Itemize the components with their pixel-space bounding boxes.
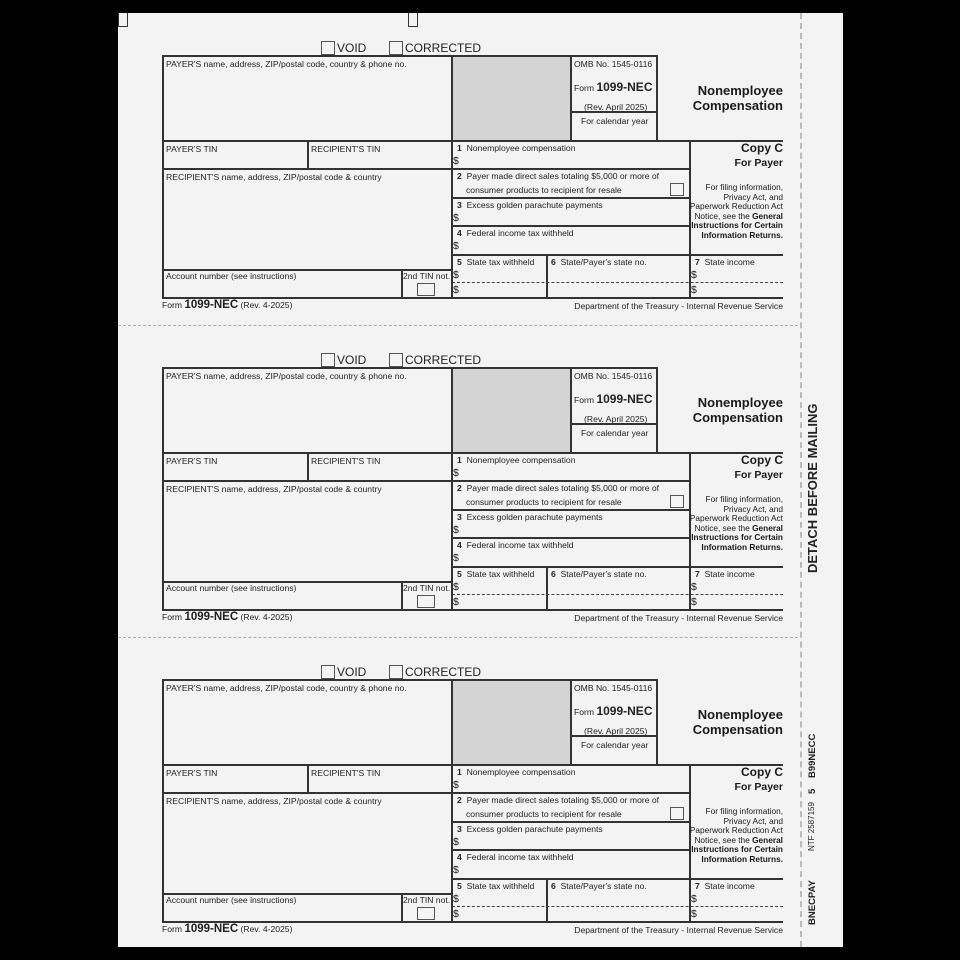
box5-amount-field-2[interactable]: [462, 908, 544, 920]
payer-name-field[interactable]: [164, 68, 450, 138]
box4-amount-field[interactable]: [462, 863, 688, 876]
box3-label: 3 Excess golden parachute payments: [457, 512, 603, 522]
recipient-tin-label: RECIPIENT'S TIN: [311, 144, 381, 154]
calendar-year-label: For calendar year: [581, 116, 649, 126]
account-number-label: Account number (see instructions): [166, 895, 297, 905]
box7-dollar-line2: $: [691, 908, 697, 920]
box5-amount-field-2[interactable]: [462, 284, 544, 296]
copy-label: Copy C: [741, 765, 783, 779]
footer-agency: Department of the Treasury - Internal Revenue Service: [574, 925, 783, 935]
footer-form-id: Form 1099-NEC (Rev. 4-2025): [162, 611, 293, 623]
box7-amount-field-1[interactable]: [700, 893, 782, 905]
calendar-year-label: For calendar year: [581, 740, 649, 750]
account-number-field[interactable]: [164, 281, 400, 296]
form-number-header: Form 1099-NEC: [574, 80, 653, 94]
revision-date: (Rev. April 2025): [584, 102, 648, 112]
recipient-tin-field[interactable]: [309, 153, 450, 167]
payer-tin-field[interactable]: [164, 777, 306, 791]
ntf-number: NTF 2587159: [807, 802, 816, 851]
box4-amount-field[interactable]: [462, 551, 688, 564]
box6-state-no-field-2[interactable]: [549, 908, 687, 920]
second-tin-checkbox[interactable]: [417, 907, 435, 920]
payer-tin-label: PAYER'S TIN: [166, 768, 218, 778]
box5-dollar-line2: $: [453, 596, 459, 608]
payer-tin-field[interactable]: [164, 465, 306, 479]
box7-amount-field-1[interactable]: [700, 581, 782, 593]
omb-number: OMB No. 1545-0116: [574, 371, 653, 381]
account-number-field[interactable]: [164, 905, 400, 920]
box5-label: 5 State tax withheld: [457, 881, 535, 891]
box1-amount-field[interactable]: [462, 154, 688, 167]
form-number-header: Form 1099-NEC: [574, 392, 653, 406]
payer-tin-field[interactable]: [164, 153, 306, 167]
payer-tin-label: PAYER'S TIN: [166, 144, 218, 154]
detach-notice: DETACH BEFORE MAILING: [805, 403, 820, 573]
corrected-label: CORRECTED: [405, 665, 482, 679]
product-code: BNECPAY: [807, 880, 818, 925]
shaded-area: [452, 680, 570, 764]
box4-dollar: $: [453, 240, 459, 252]
box5-dollar-line1: $: [453, 269, 459, 281]
shaded-area: [452, 368, 570, 452]
footer-form-id: Form 1099-NEC (Rev. 4-2025): [162, 299, 293, 311]
recipient-name-field[interactable]: [164, 805, 450, 891]
box3-amount-field[interactable]: [462, 835, 688, 848]
box2-label: 2 Payer made direct sales totaling $5,000 or more of: [457, 483, 660, 493]
revision-date: (Rev. April 2025): [584, 414, 648, 424]
corrected-label: CORRECTED: [405, 41, 482, 55]
payer-name-label: PAYER'S name, address, ZIP/postal code, country & phone no.: [166, 371, 407, 381]
box2-checkbox[interactable]: [670, 807, 684, 820]
box4-dollar: $: [453, 552, 459, 564]
box5-amount-field-1[interactable]: [462, 581, 544, 593]
box3-dollar: $: [453, 524, 459, 536]
instructions-notice: For filing information, Privacy Act, and Paperwork Reduction Act Notice, see the General Instructions for Certain Information Returns.: [689, 182, 783, 240]
box7-label: 7 State income: [695, 881, 755, 891]
recipient-tin-field[interactable]: [309, 777, 450, 791]
recipient-name-field[interactable]: [164, 493, 450, 579]
box7-dollar-line2: $: [691, 596, 697, 608]
box6-state-no-field-2[interactable]: [549, 596, 687, 608]
box6-label: 6 State/Payer's state no.: [551, 881, 647, 891]
void-checkbox[interactable]: [321, 665, 335, 679]
payer-tin-label: PAYER'S TIN: [166, 456, 218, 466]
form-number-header: Form 1099-NEC: [574, 704, 653, 718]
box5-dollar-line1: $: [453, 893, 459, 905]
form-code: B99NECC: [807, 733, 818, 778]
account-number-field[interactable]: [164, 593, 400, 608]
recipient-name-label: RECIPIENT'S name, address, ZIP/postal code & country: [166, 796, 382, 806]
box1-dollar: $: [453, 155, 459, 167]
box4-label: 4 Federal income tax withheld: [457, 228, 574, 238]
copy-label: Copy C: [741, 141, 783, 155]
box2-checkbox[interactable]: [670, 183, 684, 196]
box5-amount-field-1[interactable]: [462, 269, 544, 281]
recipient-name-label: RECIPIENT'S name, address, ZIP/postal code & country: [166, 172, 382, 182]
corrected-label: CORRECTED: [405, 353, 482, 367]
box2-label: 2 Payer made direct sales totaling $5,000 or more of: [457, 795, 660, 805]
void-label: VOID: [337, 353, 367, 367]
box3-amount-field[interactable]: [462, 523, 688, 536]
calendar-year-field[interactable]: [572, 126, 654, 139]
box7-amount-field-2[interactable]: [700, 908, 782, 920]
form-sheet: [118, 13, 843, 947]
box5-amount-field-2[interactable]: [462, 596, 544, 608]
footer-form-id: Form 1099-NEC (Rev. 4-2025): [162, 923, 293, 935]
footer-agency: Department of the Treasury - Internal Revenue Service: [574, 301, 783, 311]
box2-label-line2: consumer products to recipient for resale: [466, 809, 622, 819]
second-tin-label: 2nd TIN not.: [403, 271, 451, 281]
box2-checkbox[interactable]: [670, 495, 684, 508]
box7-amount-field-2[interactable]: [700, 284, 782, 296]
box1-amount-field[interactable]: [462, 466, 688, 479]
void-checkbox[interactable]: [321, 353, 335, 367]
box2-label-line2: consumer products to recipient for resale: [466, 497, 622, 507]
box5-label: 5 State tax withheld: [457, 569, 535, 579]
footer-agency: Department of the Treasury - Internal Revenue Service: [574, 613, 783, 623]
box7-dollar-line1: $: [691, 893, 697, 905]
box7-dollar-line1: $: [691, 269, 697, 281]
form-1099-nec-copy: [118, 13, 843, 325]
recipient-name-field[interactable]: [164, 181, 450, 267]
box6-label: 6 State/Payer's state no.: [551, 569, 647, 579]
box6-state-no-field-2[interactable]: [549, 284, 687, 296]
payer-name-field[interactable]: [164, 692, 450, 762]
instructions-notice: For filing information, Privacy Act, and Paperwork Reduction Act Notice, see the General Instructions for Certain Information Returns.: [689, 494, 783, 552]
box3-amount-field[interactable]: [462, 211, 688, 224]
corrected-checkbox[interactable]: [389, 41, 403, 55]
omb-number: OMB No. 1545-0116: [574, 683, 653, 693]
corrected-checkbox[interactable]: [389, 353, 403, 367]
recipient-tin-label: RECIPIENT'S TIN: [311, 768, 381, 778]
recipient-tin-field[interactable]: [309, 465, 450, 479]
box1-label: 1 Nonemployee compensation: [457, 767, 576, 777]
box3-dollar: $: [453, 836, 459, 848]
recipient-name-label: RECIPIENT'S name, address, ZIP/postal code & country: [166, 484, 382, 494]
box6-state-no-field-1[interactable]: [549, 893, 687, 905]
for-payer-label: For Payer: [734, 157, 783, 169]
box5-dollar-line2: $: [453, 284, 459, 296]
box7-dollar-line1: $: [691, 581, 697, 593]
account-number-label: Account number (see instructions): [166, 583, 297, 593]
box6-label: 6 State/Payer's state no.: [551, 257, 647, 267]
calendar-year-field[interactable]: [572, 750, 654, 763]
copy-label: Copy C: [741, 453, 783, 467]
omb-number: OMB No. 1545-0116: [574, 59, 653, 69]
corrected-checkbox[interactable]: [389, 665, 403, 679]
box7-dollar-line2: $: [691, 284, 697, 296]
form-1099-nec-copy: [118, 637, 843, 949]
box1-dollar: $: [453, 779, 459, 791]
payer-name-label: PAYER'S name, address, ZIP/postal code, country & phone no.: [166, 59, 407, 69]
box6-state-no-field-1[interactable]: [549, 581, 687, 593]
box7-amount-field-2[interactable]: [700, 596, 782, 608]
void-label: VOID: [337, 41, 367, 55]
box4-label: 4 Federal income tax withheld: [457, 540, 574, 550]
calendar-year-field[interactable]: [572, 438, 654, 451]
box2-label-line2: consumer products to recipient for resale: [466, 185, 622, 195]
payer-name-field[interactable]: [164, 380, 450, 450]
box3-label: 3 Excess golden parachute payments: [457, 824, 603, 834]
for-payer-label: For Payer: [734, 469, 783, 481]
for-payer-label: For Payer: [734, 781, 783, 793]
box2-label: 2 Payer made direct sales totaling $5,000 or more of: [457, 171, 660, 181]
form-title: Nonemployee Compensation: [692, 83, 783, 113]
void-checkbox[interactable]: [321, 41, 335, 55]
form-title: Nonemployee Compensation: [692, 395, 783, 425]
calendar-year-label: For calendar year: [581, 428, 649, 438]
box1-label: 1 Nonemployee compensation: [457, 143, 576, 153]
form-title: Nonemployee Compensation: [692, 707, 783, 737]
box5-label: 5 State tax withheld: [457, 257, 535, 267]
box7-label: 7 State income: [695, 257, 755, 267]
box4-dollar: $: [453, 864, 459, 876]
payer-name-label: PAYER'S name, address, ZIP/postal code, country & phone no.: [166, 683, 407, 693]
recipient-tin-label: RECIPIENT'S TIN: [311, 456, 381, 466]
box1-dollar: $: [453, 467, 459, 479]
second-tin-checkbox[interactable]: [417, 595, 435, 608]
box4-label: 4 Federal income tax withheld: [457, 852, 574, 862]
second-tin-label: 2nd TIN not.: [403, 895, 451, 905]
box7-amount-field-1[interactable]: [700, 269, 782, 281]
box1-amount-field[interactable]: [462, 778, 688, 791]
account-number-label: Account number (see instructions): [166, 271, 297, 281]
box5-amount-field-1[interactable]: [462, 893, 544, 905]
form-code-number: 5: [807, 788, 818, 794]
void-label: VOID: [337, 665, 367, 679]
box4-amount-field[interactable]: [462, 239, 688, 252]
instructions-notice: For filing information, Privacy Act, and Paperwork Reduction Act Notice, see the General Instructions for Certain Information Returns.: [689, 806, 783, 864]
box5-dollar-line2: $: [453, 908, 459, 920]
box6-state-no-field-1[interactable]: [549, 269, 687, 281]
shaded-area: [452, 56, 570, 140]
box1-label: 1 Nonemployee compensation: [457, 455, 576, 465]
second-tin-checkbox[interactable]: [417, 283, 435, 296]
form-1099-nec-copy: [118, 325, 843, 637]
box3-label: 3 Excess golden parachute payments: [457, 200, 603, 210]
box7-label: 7 State income: [695, 569, 755, 579]
box3-dollar: $: [453, 212, 459, 224]
second-tin-label: 2nd TIN not.: [403, 583, 451, 593]
revision-date: (Rev. April 2025): [584, 726, 648, 736]
box5-dollar-line1: $: [453, 581, 459, 593]
